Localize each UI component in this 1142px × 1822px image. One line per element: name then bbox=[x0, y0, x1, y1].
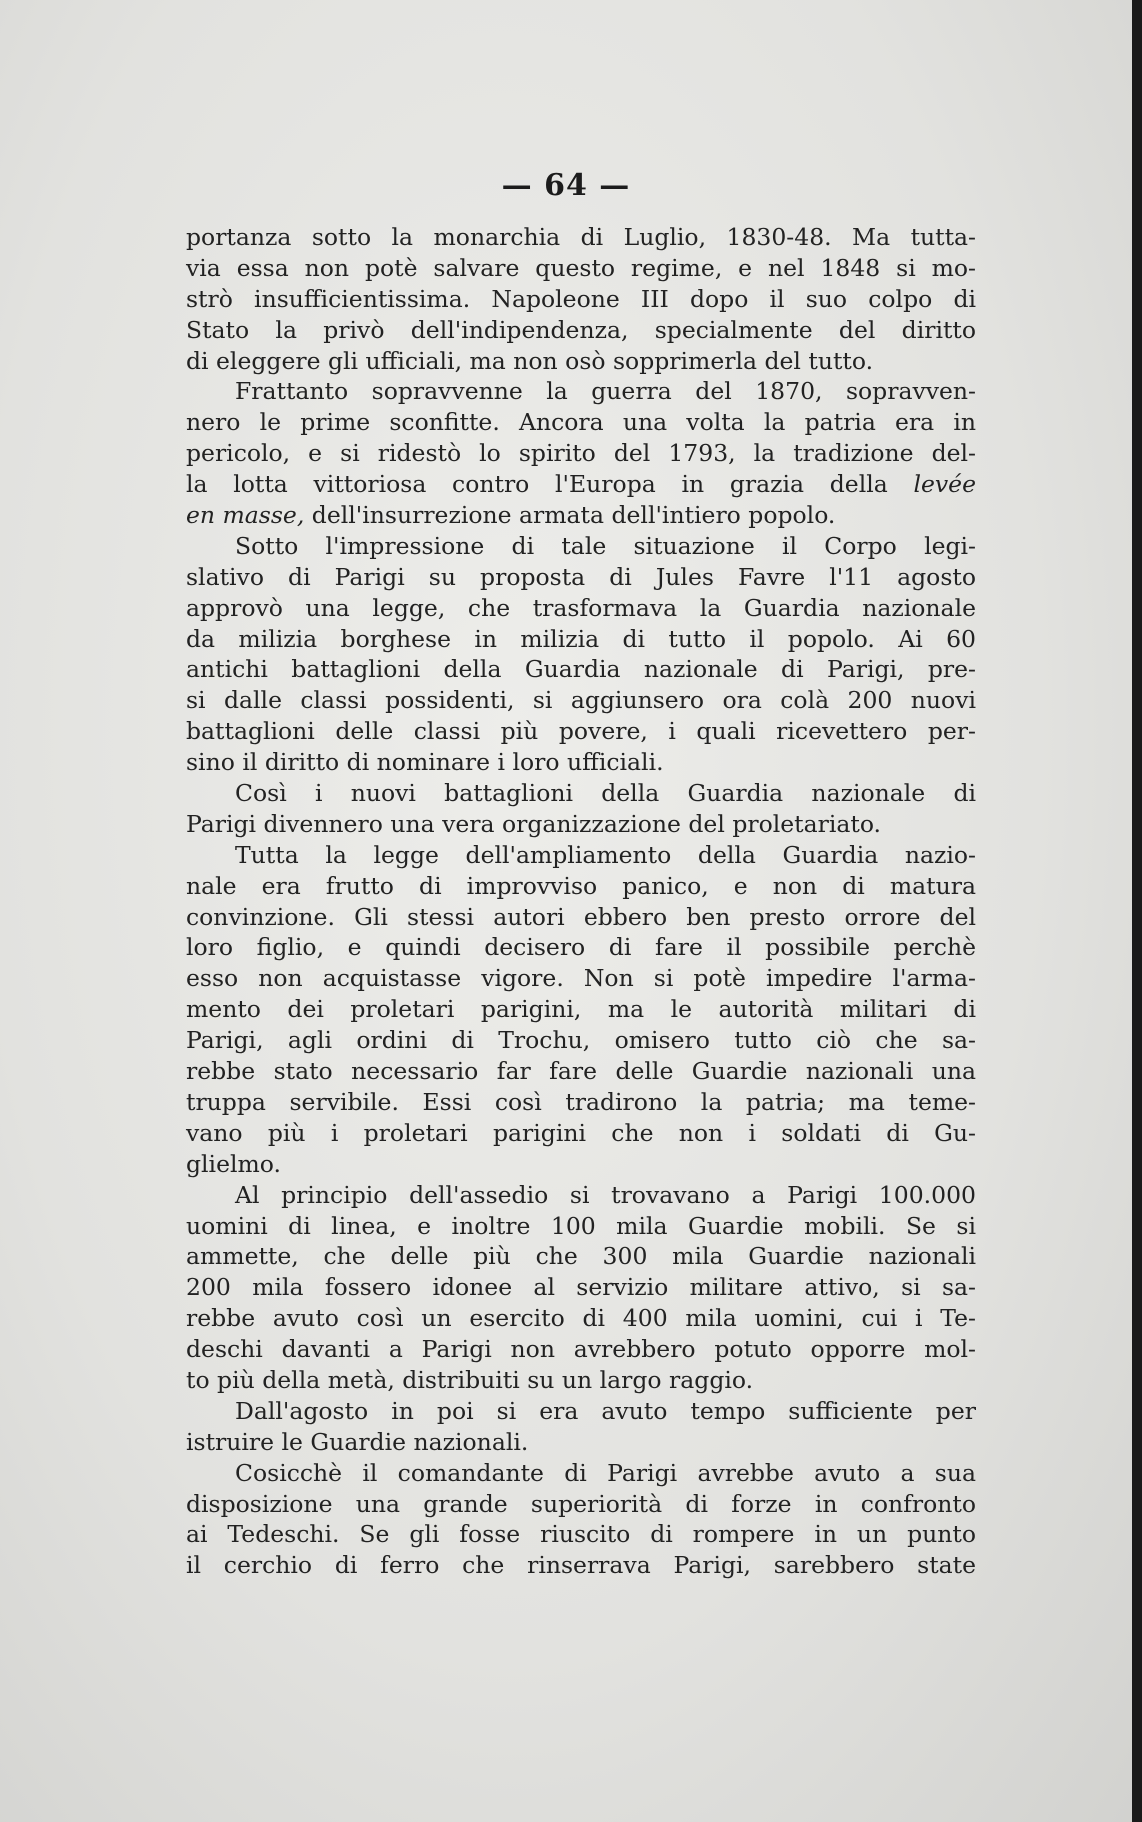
text-line: loro figlio, e quindi decisero di fare il possibile perchè bbox=[186, 933, 976, 962]
text-line: Frattanto sopravvenne la guerra del 1870, sopravven- bbox=[235, 377, 976, 406]
text-line: vano più i proletari parigini che non i soldati di Gu- bbox=[186, 1118, 976, 1147]
text-line: approvò una legge, che trasformava la Guardia nazionale bbox=[186, 593, 976, 622]
text-line: ai Tedeschi. Se gli fosse riuscito di rompere in un punto bbox=[186, 1520, 976, 1549]
text-line: truppa servibile. Essi così tradirono la patria; ma teme- bbox=[186, 1087, 976, 1116]
text-line: deschi davanti a Parigi non avrebbero potuto opporre mol- bbox=[186, 1335, 976, 1364]
text-line: ammette, che delle più che 300 mila Guardie nazionali bbox=[186, 1242, 976, 1271]
text-line bbox=[186, 500, 976, 531]
text-line: Sotto l'impressione di tale situazione il Corpo legi- bbox=[235, 531, 976, 560]
text-line: Cosicchè il comandante di Parigi avrebbe avuto a sua bbox=[235, 1458, 976, 1487]
text-line: istruire le Guardie nazionali. bbox=[186, 1427, 529, 1456]
text-line: convinzione. Gli stessi autori ebbero ben presto orrore del bbox=[186, 902, 976, 931]
text-line: pericolo, e si ridestò lo spirito del 1793, la tradizione del- bbox=[186, 439, 976, 468]
text-line: Parigi divennero una vera organizzazione del proletariato. bbox=[186, 809, 882, 838]
text-line: portanza sotto la monarchia di Luglio, 1830-48. Ma tutta- bbox=[186, 223, 976, 251]
text-fragment: la lotta vittoriosa contro l'Europa in grazia della bbox=[186, 470, 888, 499]
text-line: mento dei proletari parigini, ma le autorità militari di bbox=[186, 995, 976, 1024]
text-line: Così i nuovi battaglioni della Guardia nazionale di bbox=[235, 779, 976, 808]
text-line: glielmo. bbox=[186, 1149, 281, 1178]
text-line: slativo di Parigi su proposta di Jules Favre l'11 agosto bbox=[186, 562, 976, 591]
text-line: via essa non potè salvare questo regime, e nel 1848 si mo- bbox=[186, 253, 976, 282]
text-line: Parigi, agli ordini di Trochu, omisero tutto ciò che sa- bbox=[186, 1026, 976, 1055]
text-line: Tutta la legge dell'ampliamento della Guardia nazio- bbox=[235, 840, 976, 869]
text-line: strò insufficientissima. Napoleone III dopo il suo colpo di bbox=[186, 284, 976, 313]
text-line: nero le prime sconfitte. Ancora una volta la patria era in bbox=[186, 408, 976, 437]
text-line: uomini di linea, e inoltre 100 mila Guardie mobili. Se si bbox=[186, 1211, 976, 1240]
text-line: si dalle classi possidenti, si aggiunsero ora colà 200 nuovi bbox=[186, 686, 976, 715]
text-line: disposizione una grande superiorità di forze in confronto bbox=[186, 1489, 976, 1518]
text-line: Stato la privò dell'indipendenza, specialmente del diritto bbox=[186, 315, 976, 344]
italic-term: levée bbox=[913, 470, 976, 499]
text-line: il cerchio di ferro che rinserrava Parigi, sarebbero state bbox=[186, 1551, 976, 1580]
text-line: nale era frutto di improvviso panico, e non di matura bbox=[186, 871, 976, 900]
text-fragment: dell'insurrezione armata dell'intiero popolo. bbox=[311, 501, 836, 530]
text-line: da milizia borghese in milizia di tutto il popolo. Ai 60 bbox=[186, 624, 976, 653]
text-line: antichi battaglioni della Guardia nazionale di Parigi, pre- bbox=[186, 655, 976, 684]
text-line bbox=[186, 469, 976, 500]
text-line: battaglioni delle classi più povere, i quali ricevettero per- bbox=[186, 717, 976, 746]
page-number: — 64 — bbox=[501, 168, 631, 203]
text-line: di eleggere gli ufficiali, ma non osò sopprimerla del tutto. bbox=[186, 346, 874, 375]
body-text bbox=[186, 222, 976, 1581]
text-line: rebbe avuto così un esercito di 400 mila uomini, cui i Te- bbox=[186, 1304, 976, 1333]
text-line: Dall'agosto in poi si era avuto tempo sufficiente per bbox=[235, 1396, 976, 1425]
text-line: rebbe stato necessario far fare delle Guardie nazionali una bbox=[186, 1057, 976, 1086]
text-line: to più della metà, distribuiti su un largo raggio. bbox=[186, 1365, 754, 1394]
italic-term: en masse, bbox=[186, 501, 305, 530]
text-line: sino il diritto di nominare i loro ufficiali. bbox=[186, 748, 664, 777]
text-line: esso non acquistasse vigore. Non si potè impedire l'arma- bbox=[186, 964, 976, 993]
text-line: Al principio dell'assedio si trovavano a Parigi 100.000 bbox=[235, 1180, 976, 1209]
text-line: 200 mila fossero idonee al servizio militare attivo, si sa- bbox=[186, 1273, 976, 1302]
